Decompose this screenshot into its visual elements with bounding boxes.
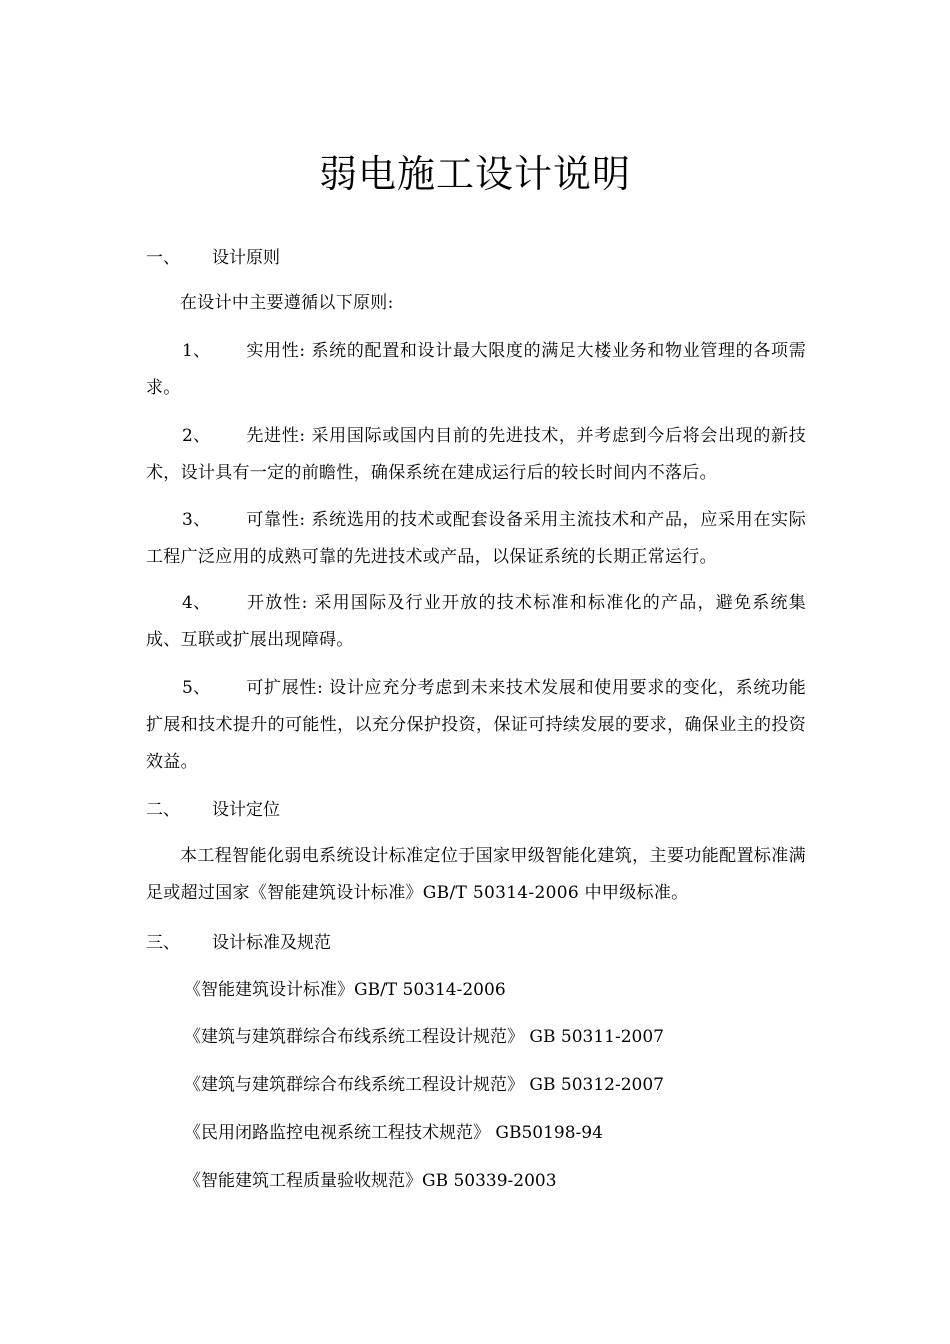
standard-item: 《智能建筑工程质量验收规范》GB 50339-2003	[184, 1171, 557, 1191]
section-heading-1	[146, 245, 280, 271]
section-intro: 在设计中主要遵循以下原则:	[180, 293, 394, 313]
section-title: 设计定位	[212, 800, 280, 820]
item-number: 2、	[182, 426, 211, 446]
principle-item	[146, 585, 806, 659]
item-number: 3、	[182, 510, 211, 530]
item-number: 5、	[182, 678, 211, 698]
section-number: 二、	[146, 800, 180, 820]
item-text: 开放性: 采用国际及行业开放的技术标准和标准化的产品，避免系统集成、互联或扩展出现障碍。	[146, 593, 806, 650]
standard-item: 《民用闭路监控电视系统工程技术规范》 GB50198-94	[184, 1123, 603, 1143]
item-number: 4、	[182, 593, 211, 613]
principle-item	[146, 670, 806, 781]
principle-item	[146, 333, 806, 407]
section-heading-2	[146, 797, 280, 823]
item-text: 实用性: 系统的配置和设计最大限度的满足大楼业务和物业管理的各项需求。	[146, 341, 806, 398]
section-heading-3	[146, 930, 331, 956]
standard-item: 《建筑与建筑群综合布线系统工程设计规范》 GB 50312-2007	[184, 1075, 664, 1095]
item-text: 可扩展性: 设计应充分考虑到未来技术发展和使用要求的变化，系统功能扩展和技术提升的可能性，以充分保护投资，保证可持续发展的要求，确保业主的投资效益。	[146, 678, 806, 772]
section-number: 三、	[146, 933, 180, 953]
item-number: 1、	[182, 341, 211, 361]
section-number: 一、	[146, 248, 180, 268]
item-text: 可靠性: 系统选用的技术或配套设备采用主流技术和产品，应采用在实际工程广泛应用的成熟可靠的先进技术或产品，以保证系统的长期正常运行。	[146, 510, 806, 567]
document-title: 弱电施工设计说明	[318, 152, 631, 196]
principle-item	[146, 418, 806, 492]
principle-item	[146, 502, 806, 576]
item-text: 先进性: 采用国际或国内目前的先进技术，并考虑到今后将会出现的新技术，设计具有一定的前瞻性，确保系统在建成运行后的较长时间内不落后。	[146, 426, 806, 483]
section-title: 设计标准及规范	[212, 933, 331, 953]
standard-item: 《智能建筑设计标准》GB/T 50314-2006	[184, 980, 506, 1000]
section-title: 设计原则	[212, 248, 280, 268]
standard-item: 《建筑与建筑群综合布线系统工程设计规范》 GB 50311-2007	[184, 1027, 664, 1047]
section-body: 本工程智能化弱电系统设计标准定位于国家甲级智能化建筑，主要功能配置标准满足或超过国家《智能建筑设计标准》GB/T 50314-2006 中甲级标准。	[146, 846, 806, 903]
